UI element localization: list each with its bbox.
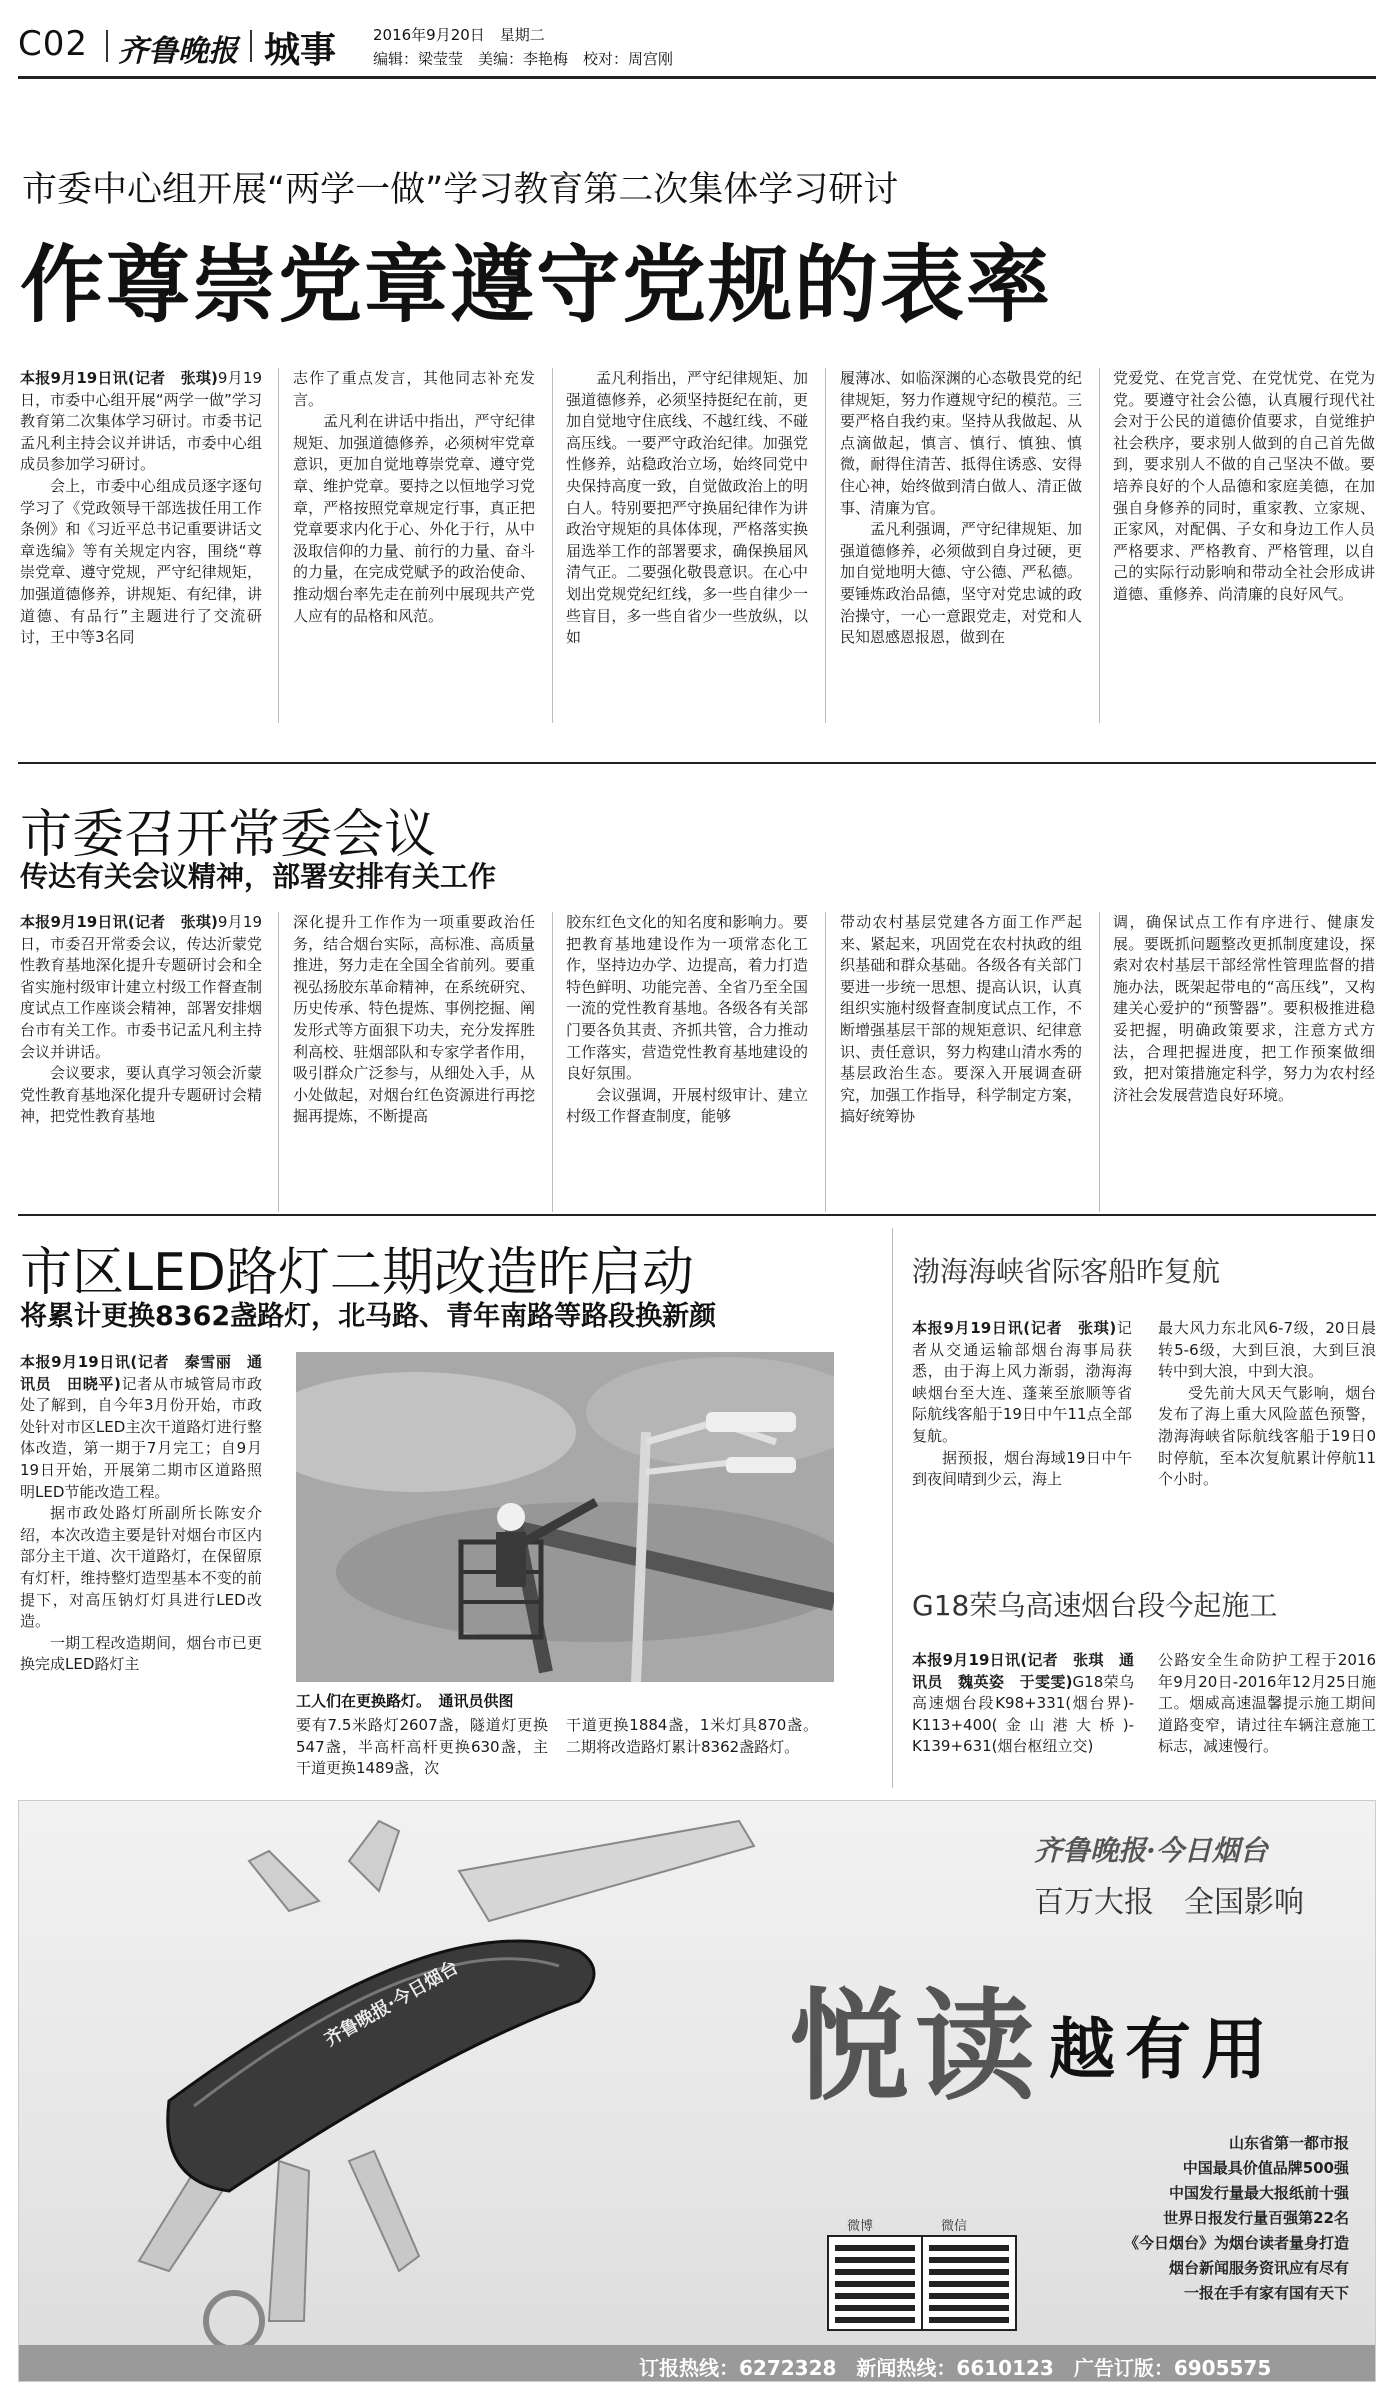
- ad-tagline: 越有用: [1049, 2011, 1277, 2088]
- article3-col-2: [296, 1715, 548, 1781]
- article1-byline: 本报9月19日讯(记者 张琪): [20, 369, 218, 387]
- wechat-qr-code[interactable]: [923, 2237, 1015, 2329]
- honor-item: 世界日报发行量百强第22名: [1163, 2209, 1349, 2227]
- section-title: 城事: [264, 30, 337, 71]
- article3-text: 要有7.5米路灯2607盏，隧道灯更换547盏，半高杆高杆更换630盏，主干道更换1489盏，次: [296, 1716, 548, 1778]
- article5-byline: 本报9月19日讯(记者 张琪 通讯员 魏英姿 于雯雯): [912, 1651, 1134, 1691]
- article3-text: 记者从市城管局市政处了解到，自今年3月份开始，市政处针对市区LED主次干道路灯进行整体改造，第一期于7月完工；自9月19日开始，开展第二期市区道路照明LED节能改造工程。: [20, 1374, 262, 1501]
- article2-headline: 市委召开常委会议: [20, 805, 437, 865]
- ad-brand: 齐鲁晚报·今日烟台: [1034, 1834, 1268, 1867]
- article3-col-1: [20, 1352, 262, 1776]
- honor-item: 烟台新闻服务资讯应有尽有: [1168, 2259, 1349, 2277]
- article2-col-5: [1113, 912, 1375, 1224]
- article3-subhead: 将累计更换8362盏路灯，北马路、青年南路等路段换新颜: [20, 1301, 717, 1332]
- article2-text: 深化提升工作作为一项重要政治任务，结合烟台实际，高标准、高质量推进，努力走在全国全省前列。要重视弘扬胶东革命精神，在系统研究、历史传承、特色提炼、事例挖掘、阐发形式等方面狠下功夫，充分发挥胜利高校、驻烟部队和专家学者作用，吸引群众广泛参与，从细处入手，从小处做起，对烟台红色资源进行再挖掘再提炼，不断提高: [293, 913, 535, 1126]
- article4-col-1: [912, 1318, 1132, 1536]
- advertisement: [18, 1800, 1376, 2382]
- article1-col-1: [20, 368, 262, 723]
- article1-text: 9月19日，市委中心组开展“两学一做”学习教育第二次集体学习研讨。市委书记孟凡利主持会议并讲话，市委中心组成员参加学习研讨。: [20, 369, 262, 474]
- honor-item: 《今日烟台》为烟台读者量身打造: [1123, 2234, 1349, 2252]
- honor-item: 中国发行量最大报纸前十强: [1168, 2184, 1349, 2202]
- article1-text: 孟凡利指出，严守纪律规矩、加强道德修养，必须坚持挺纪在前，更加自觉地守住底线、不越红线、不碰高压线。一要严守政治纪律。加强党性修养，站稳政治立场，始终同党中央保持高度一致，自觉做政治上的明白人。特别要把严守换届纪律作为讲政治守规矩的具体体现，严格落实换届选举工作的部署要求，确保换届风清气正。二要强化敬畏意识。在心中划出党规党纪红线，多一些自律少一些盲目，多一些自省少一些放纵，以如: [566, 369, 808, 647]
- honor-item: 一报在手有家有国有天下: [1183, 2284, 1349, 2302]
- article1-col-4: [840, 368, 1082, 723]
- article5-headline: G18荣乌高速烟台段今起施工: [912, 1589, 1278, 1622]
- qr2-label: 微信: [941, 2219, 968, 2234]
- article5-text: G18荣乌高速烟台段K98+331(烟台界)-K113+400(金山港大桥)-K139+631(烟台枢纽立交): [912, 1672, 1134, 1756]
- article1-col-3: [566, 368, 808, 723]
- article3-headline: 市区LED路灯二期改造昨启动: [20, 1243, 694, 1303]
- article1-text: 志作了重点发言，其他同志补充发言。: [293, 369, 535, 409]
- article4-col-2: [1158, 1318, 1376, 1536]
- article2-text: 调，确保试点工作有序进行、健康发展。要既抓问题整改更抓制度建设，探索对农村基层干部经常性管理监督的措施办法，既架起带电的“高压线”，又构建关心爱护的“预警器”。要积极推进稳妥把握，明确政策要求，注意方式方法，合理把握进度，把工作预案做细致，把对策措施定科学，努力为农村经济社会发展营造良好环境。: [1113, 913, 1375, 1104]
- article1-text: 会上，市委中心组成员逐字逐句学习了《党政领导干部选拔任用工作条例》和《习近平总书记重要讲话文章选编》等有关规定内容，围绕“尊崇党章、遵守党规，严守纪律规矩，加强道德修养，讲规矩、有纪律，讲道德、有品行”主题进行了交流研讨，王中等3名同: [20, 476, 262, 647]
- article2-col-3: [566, 912, 808, 1224]
- masthead-rule: [18, 76, 1376, 79]
- article5-col-2: [1158, 1650, 1376, 1782]
- article3-text: 一期工程改造期间，烟台市已更换完成LED路灯主: [20, 1633, 262, 1674]
- article3-byline: 本报9月19日讯(记者 秦雪丽 通讯员 田晓平): [20, 1353, 262, 1393]
- masthead-credits: 编辑：梁莹莹 美编：李艳梅 校对：周宫刚: [373, 50, 674, 68]
- article1-col-2: [293, 368, 535, 723]
- article5-text: 公路安全生命防护工程于2016年9月20日-2016年12月25日施工。烟威高速温馨提示施工期间道路变窄，请过往车辆注意施工标志，减速慢行。: [1158, 1651, 1376, 1756]
- article3-text: 干道更换1884盏，1米灯具870盏。二期将改造路灯累计8362盏路灯。: [566, 1716, 818, 1756]
- article4-text: 受先前大风天气影响，烟台发布了海上重大风险蓝色预警，渤海海峡省际航线客船于19日0时停航，至本次复航累计停航11个小时。: [1158, 1383, 1376, 1489]
- ad-footer-bar: [19, 2345, 1376, 2382]
- weibo-qr-code[interactable]: [829, 2237, 921, 2329]
- honor-item: 中国最具价值品牌500强: [1182, 2159, 1349, 2177]
- ad-big-word: 悦读: [789, 1978, 1041, 2117]
- honor-item: 山东省第一都市报: [1228, 2134, 1349, 2152]
- street-lamp-photo-illustration: [296, 1352, 834, 1682]
- article1-text: 孟凡利强调，严守纪律规矩、加强道德修养，必须做到自身过硬，更加自觉地明大德、守公德、严私德。要锤炼政治品德，坚守对党忠诚的政治操守，一心一意跟党走，对党和人民知恩感恩报恩，做到在: [840, 520, 1082, 647]
- knife-brand-text: 齐鲁晚报·今日烟台: [321, 1957, 463, 2051]
- article3-col-3: [566, 1715, 818, 1781]
- paper-logo: 齐鲁晚报: [118, 34, 238, 69]
- article2-col-2: [293, 912, 535, 1224]
- article2-subhead: 传达有关会议精神，部署安排有关工作: [20, 860, 497, 893]
- photo-caption: 工人们在更换路灯。 通讯员供图: [296, 1692, 514, 1710]
- news-photo: [296, 1352, 834, 1682]
- article2-text: 会议强调，开展村级审计、建立村级工作督查制度，能够: [566, 1085, 808, 1126]
- article4-headline: 渤海海峡省际客船昨复航: [912, 1255, 1221, 1288]
- page-number: C02: [18, 24, 89, 64]
- article4-text: 最大风力东北风6-7级，20日晨转5-6级，大到巨浪，大到巨浪转中到大浪，中到大浪。: [1158, 1319, 1376, 1381]
- article2-text: 胶东红色文化的知名度和影响力。要把教育基地建设作为一项常态化工作，坚持边办学、边提高，着力打造特色鲜明、功能完善、全省乃至全国一流的党性教育基地。各级各有关部门要各负其责、齐抓共管，合力推动工作落实，营造党性教育基地建设的良好氛围。: [566, 913, 808, 1083]
- article2-byline: 本报9月19日讯(记者 张琪): [20, 913, 218, 931]
- article1-col-5: [1113, 368, 1375, 723]
- article4-text: 据预报，烟台海域19日中午到夜间晴到少云，海上: [912, 1448, 1132, 1489]
- article4-byline: 本报9月19日讯(记者 张琪): [912, 1319, 1117, 1337]
- qr1-label: 微博: [847, 2219, 874, 2234]
- article3-text: 据市政处路灯所副所长陈安介绍，本次改造主要是针对烟台市区内部分主干道、次干道路灯，在保留原有灯杆，维持整灯造型基本不变的前提下，对高压钠灯灯具进行LED改造。: [20, 1504, 262, 1631]
- article1-text: 履薄冰、如临深渊的心态敬畏党的纪律规矩，努力作遵规守纪的模范。三要严格自我约束。坚持从我做起、从点滴做起，慎言、慎行、慎独、慎微，耐得住清苦、抵得住诱惑、安得住心神，始终做到清白做人、清正做事、清廉为官。: [840, 369, 1082, 517]
- article2-text: 会议要求，要认真学习领会沂蒙党性教育基地深化提升专题研讨会精神，把党性教育基地: [20, 1064, 262, 1126]
- masthead: [18, 18, 1378, 73]
- article2-col-4: [840, 912, 1082, 1224]
- masthead-date: 2016年9月20日 星期二: [373, 26, 545, 44]
- article1-text: 党爱党、在党言党、在党忧党、在党为党。要遵守社会公德，认真履行现代社会对于公民的道德价值要求，自觉维护社会秩序，要求别人做到的自己首先做到，要求别人不做的自己坚决不做。要培养良好的个人品德和家庭美德，在加强自身修养的同时，重家教、立家规、正家风，对配偶、子女和身边工作人员严格要求、严格教育、严格管理，以自己的实际行动影响和带动全社会形成讲道德、重修养、尚清廉的良好风气。: [1113, 369, 1375, 603]
- article5-col-1: [912, 1650, 1134, 1782]
- article4-text: 记者从交通运输部烟台海事局获悉，由于海上风力渐弱，渤海海峡烟台至大连、蓬莱至旅顺等省际航线客船于19日中午11点全部复航。: [912, 1319, 1132, 1445]
- ad-hotline: 订报热线：6272328 新闻热线：6610123 广告订版：6905575: [639, 2356, 1272, 2380]
- article2-text: 带动农村基层党建各方面工作严起来、紧起来，巩固党在农村执政的组织基础和群众基础。各级各有关部门要进一步统一思想、提高认识，认真组织实施村级督查制度试点工作，不断增强基层干部的规矩意识、纪律意识、责任意识，努力构建山清水秀的基层政治生态。要深入开展调查研究，加强工作指导，科学制定方案，搞好统筹协: [840, 913, 1082, 1126]
- article2-text: 9月19日，市委召开常委会议，传达沂蒙党性教育基地深化提升专题研讨会和全省实施村级审计建立村级工作督查制度试点工作座谈会精神，部署安排烟台市有关工作。市委书记孟凡利主持会议并讲话。: [20, 913, 262, 1061]
- article1-text: 孟凡利在讲话中指出，严守纪律规矩、加强道德修养，必须树牢党章意识，更加自觉地尊崇党章、遵守党章、维护党章。要持之以恒地学习党章，严格按照党章规定行事，真正把党章要求内化于心、外化于行，从中汲取信仰的力量、前行的力量、奋斗的力量，在完成党赋予的政治使命、推动烟台率先走在前列中展现共产党人应有的品格和风范。: [293, 412, 535, 625]
- swiss-knife-icon: [19, 1801, 779, 2382]
- article2-col-1: [20, 912, 262, 1224]
- ad-honors: [1059, 2131, 1349, 2306]
- article1-kicker: 市委中心组开展“两学一做”学习教育第二次集体学习研讨: [22, 170, 899, 210]
- ad-slogan: 百万大报 全国影响: [1034, 1885, 1304, 1920]
- article1-headline: 作尊崇党章遵守党规的表率: [20, 236, 1053, 334]
